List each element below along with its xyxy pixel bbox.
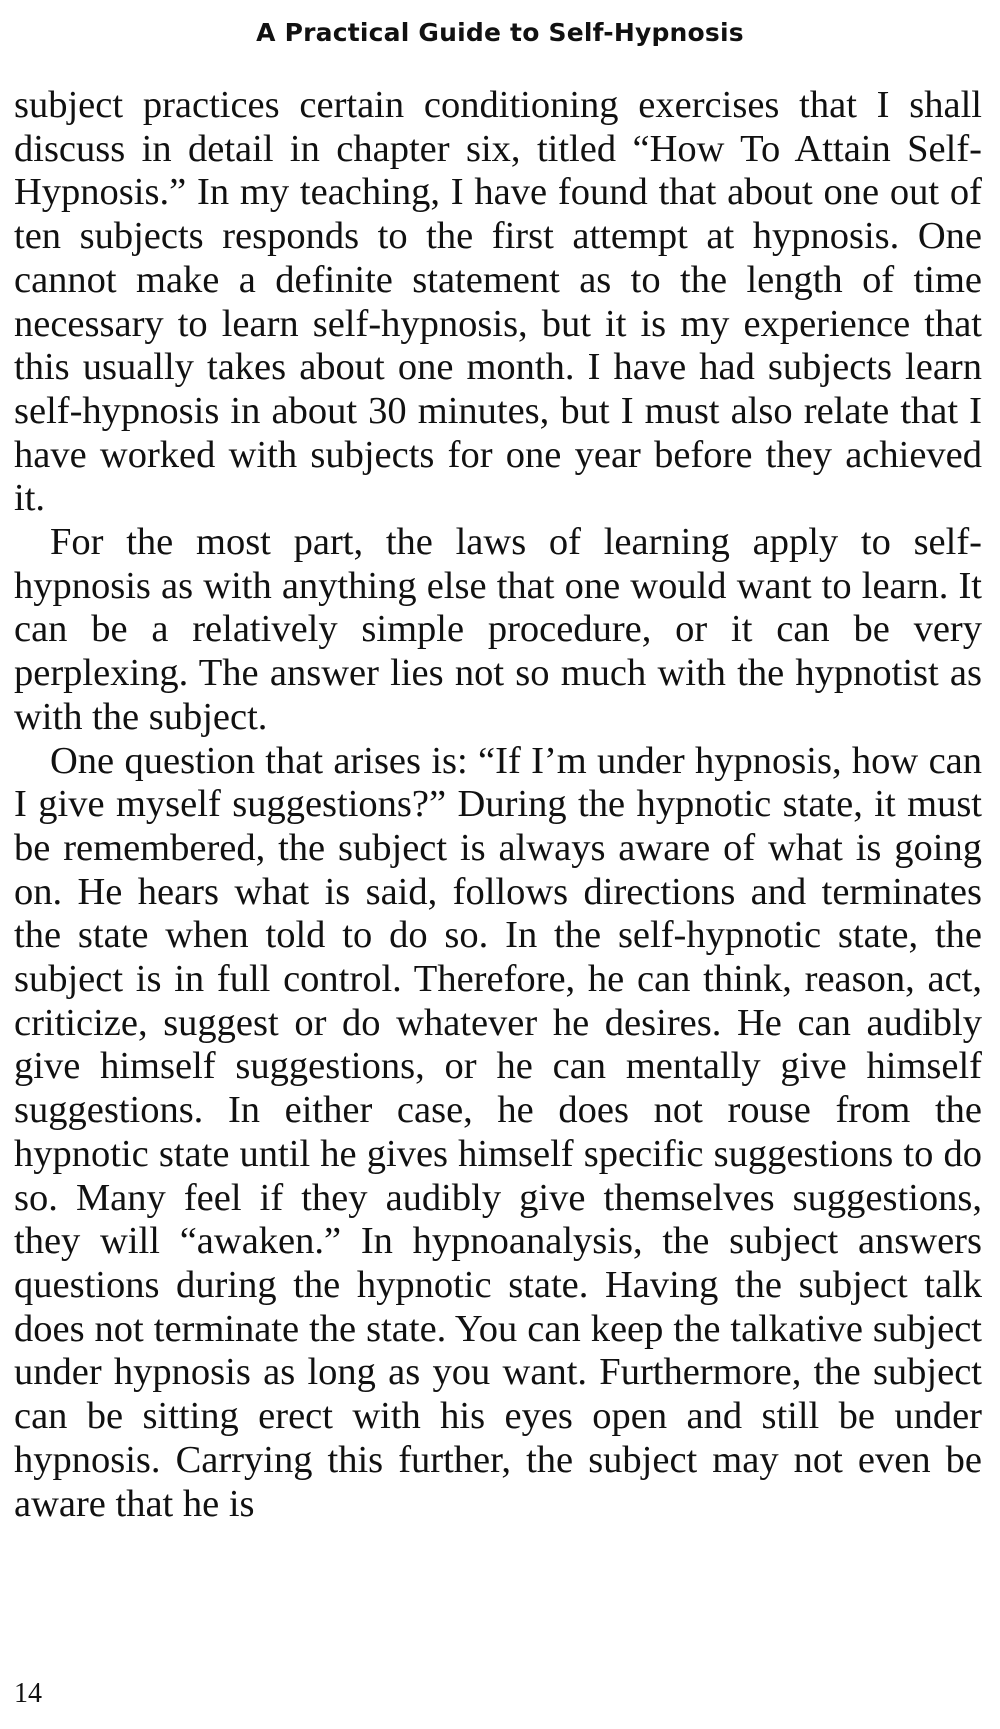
- running-head: A Practical Guide to Self-Hypnosis: [256, 18, 744, 47]
- page-number: 14: [14, 1678, 42, 1709]
- paragraph-2: For the most part, the laws of learning apply to self-hypnosis as with anything else that one would want to learn. It can be a relatively simple procedure, or it can be very perplexing. The answer lies not so much with the hypnotist as with the subject.: [14, 521, 982, 738]
- paragraph-1: subject practices certain conditioning exercises that I shall discuss in detail in chapter six, titled “How To Attain Self-Hypnosis.” In my teaching, I have found that about one out of ten subjects responds to the first attempt at hypnosis. One cannot make a definite statement as to the length of time necessary to learn self-hypnosis, but it is my experience that this usually takes about one month. I have had subjects learn self-hypnosis in about 30 minutes, but I must also relate that I have worked with subjects for one year before they achieved it.: [14, 84, 982, 520]
- paragraph-3: One question that arises is: “If I’m under hypnosis, how can I give myself suggestions?” During the hypnotic state, it must be remembered, the subject is always aware of what is going on. He hears what is said, follows directions and terminates the state when told to do so. In the self-hypnotic state, the subject is in full control. Therefore, he can think, reason, act, criticize, suggest or do whatever he desires. He can audibly give himself suggestions, or he can mentally give himself suggestions. In either case, he does not rouse from the hypnotic state until he gives himself specific suggestions to do so. Many feel if they audibly give themselves suggestions, they will “awaken.” In hypnoanalysis, the subject answers questions during the hypnotic state. Having the subject talk does not terminate the state. You can keep the talkative subject under hypnosis as long as you want. Furthermore, the subject can be sitting erect with his eyes open and still be under hypnosis. Carrying this further, the subject may not even be aware that he is: [14, 739, 982, 1525]
- body-text: [14, 84, 982, 1526]
